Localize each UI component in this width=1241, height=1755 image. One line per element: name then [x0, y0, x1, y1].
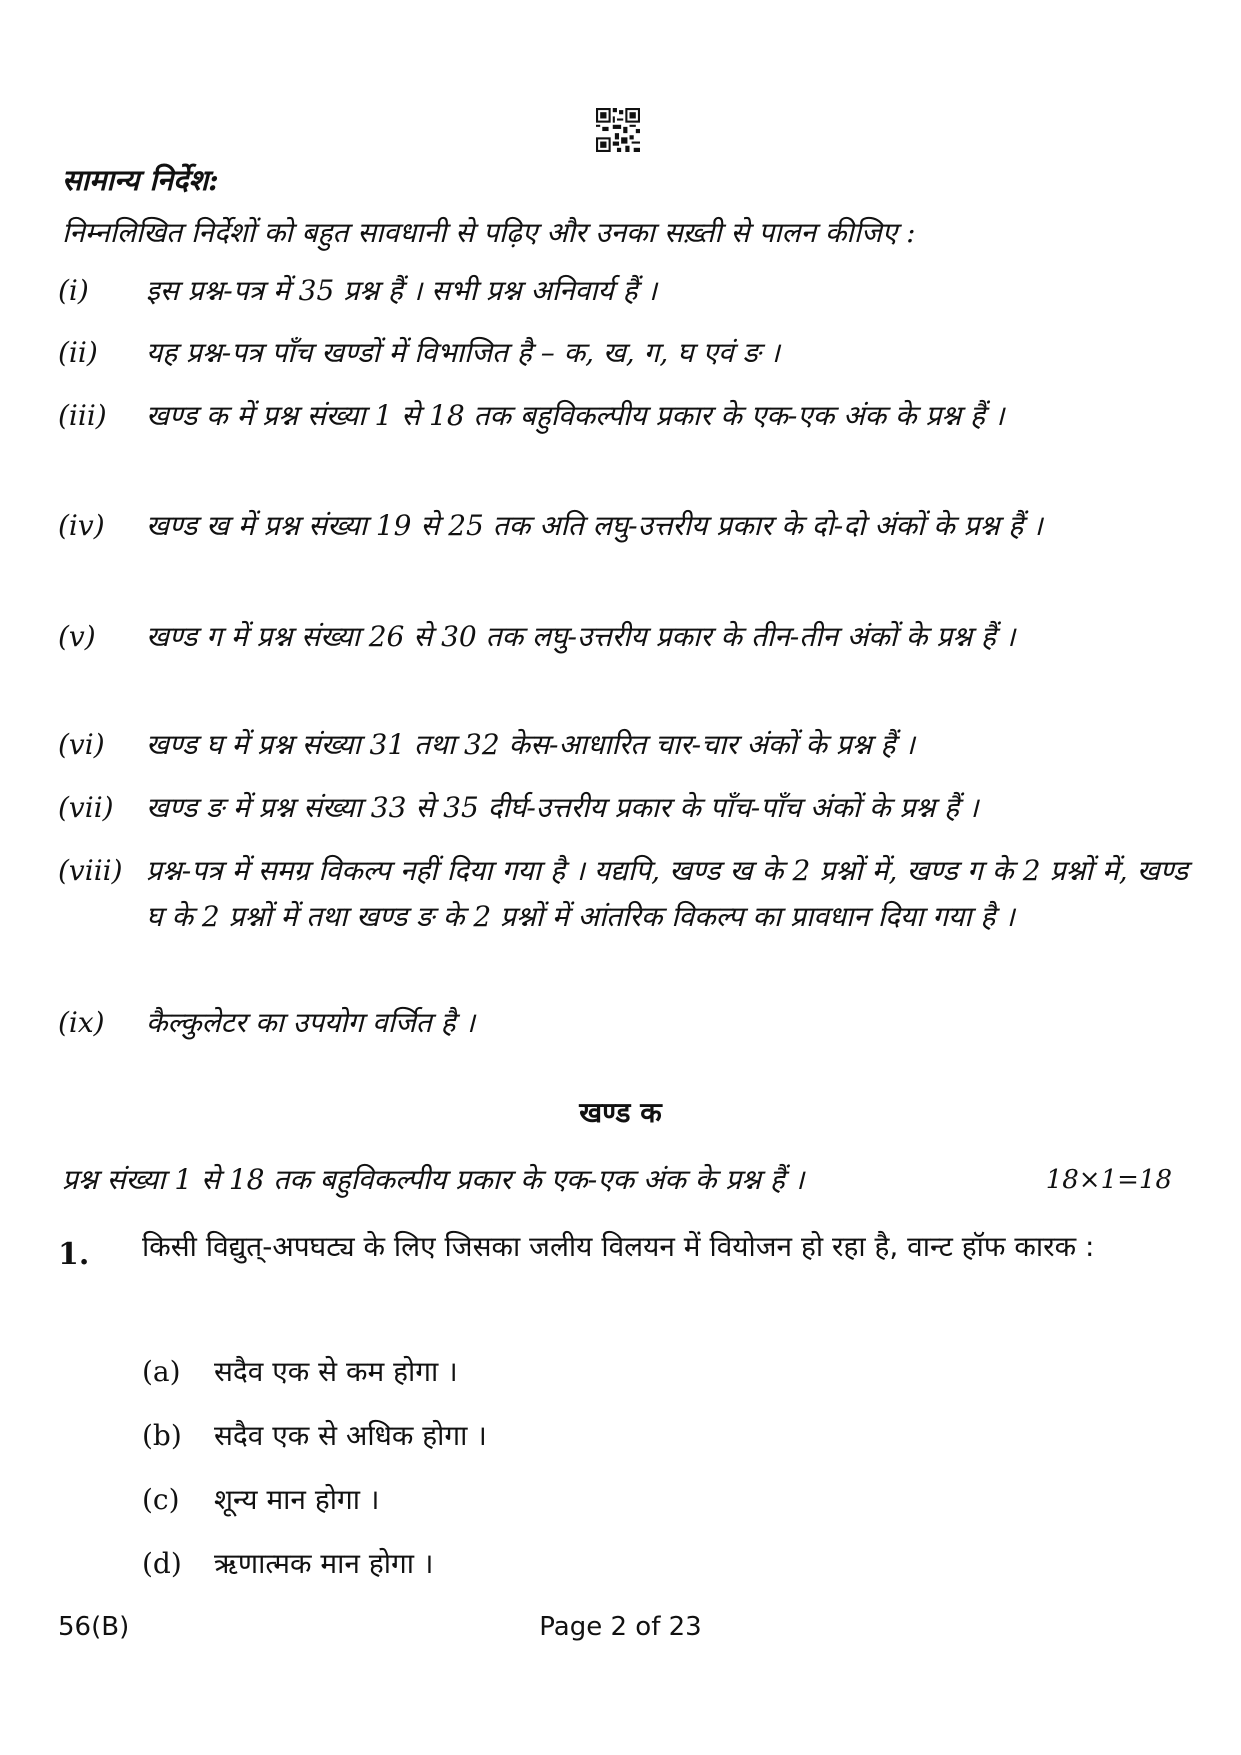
- option-text: ऋणात्मक मान होगा ।: [214, 1547, 434, 1580]
- instruction-item: [58, 1000, 1188, 1046]
- instruction-item: [58, 848, 1188, 940]
- option-text: सदैव एक से अधिक होगा ।: [214, 1419, 487, 1452]
- section-title: खण्ड क: [579, 1096, 662, 1129]
- instruction-item: [58, 268, 1188, 314]
- instruction-text: खण्ड क में प्रश्न संख्या 1 से 18 तक बहुविकल्पीय प्रकार के एक-एक अंक के प्रश्न हैं ।: [146, 399, 1005, 432]
- page-number: Page 2 of 23: [539, 1612, 702, 1642]
- instructions-intro: निम्नलिखित निर्देशों को बहुत सावधानी से पढ़िए और उनका सख़्ती से पालन कीजिए :: [62, 216, 916, 249]
- instruction-number: (v): [58, 620, 96, 653]
- instruction-number: (vii): [58, 791, 114, 824]
- instruction-text: खण्ड घ में प्रश्न संख्या 31 तथा 32 केस-आधारित चार-चार अंकों के प्रश्न हैं ।: [146, 728, 915, 761]
- option-c: [142, 1480, 380, 1520]
- instruction-item: [58, 614, 1188, 660]
- instruction-text: इस प्रश्न-पत्र में 35 प्रश्न हैं । सभी प्रश्न अनिवार्य हैं ।: [146, 274, 658, 307]
- section-instruction-text: प्रश्न संख्या 1 से 18 तक बहुविकल्पीय प्रकार के एक-एक अंक के प्रश्न हैं ।: [62, 1163, 805, 1196]
- option-b: [142, 1416, 487, 1456]
- instruction-number: (i): [58, 274, 89, 307]
- option-label: (c): [142, 1483, 180, 1516]
- instruction-number: (ii): [58, 336, 98, 369]
- instruction-item: [58, 393, 1188, 439]
- instruction-number: (vi): [58, 728, 105, 761]
- instruction-text: खण्ड ग में प्रश्न संख्या 26 से 30 तक लघु-उत्तरीय प्रकार के तीन-तीन अंकों के प्रश्न हैं ।: [146, 620, 1016, 653]
- instruction-number: (viii): [58, 854, 123, 887]
- qr-code-icon: [596, 108, 640, 152]
- instruction-item: [58, 330, 1188, 376]
- option-label: (b): [142, 1419, 182, 1452]
- instruction-text: प्रश्न-पत्र में समग्र विकल्प नहीं दिया गया है । यद्यपि, खण्ड ख के 2 प्रश्नों में, खण्ड ग के 2 प्रश्नों में, खण्ड घ के 2 प्रश्नों में तथा खण्ड ङ के 2 प्रश्नों में आंतरिक विकल्प का प्रावधान दिया गया है ।: [146, 854, 1188, 933]
- option-d: [142, 1544, 433, 1584]
- option-label: (d): [142, 1547, 182, 1580]
- instruction-number: (iv): [58, 509, 105, 542]
- question-number: 1.: [58, 1237, 90, 1272]
- instruction-item: [58, 722, 1188, 768]
- instruction-number: (ix): [58, 1006, 105, 1039]
- section-marks: 18×1=18: [1045, 1165, 1172, 1195]
- general-instructions-heading: सामान्य निर्देश:: [62, 163, 219, 197]
- instruction-text: कैल्कुलेटर का उपयोग वर्जित है ।: [146, 1006, 475, 1039]
- question-text: किसी विद्युत्-अपघट्य के लिए जिसका जलीय विलयन में वियोजन हो रहा है, वान्ट हॉफ कारक :: [142, 1230, 1095, 1263]
- option-text: सदैव एक से कम होगा ।: [214, 1355, 458, 1388]
- option-label: (a): [142, 1355, 181, 1388]
- option-text: शून्य मान होगा ।: [214, 1483, 380, 1516]
- instruction-text: खण्ड ख में प्रश्न संख्या 19 से 25 तक अति लघु-उत्तरीय प्रकार के दो-दो अंकों के प्रश्न हैं ।: [146, 509, 1043, 542]
- paper-code: 56(B): [58, 1612, 130, 1642]
- option-a: [142, 1352, 458, 1392]
- instruction-item: [58, 785, 1188, 831]
- instruction-item: [58, 503, 1188, 549]
- instruction-number: (iii): [58, 399, 107, 432]
- instruction-text: खण्ड ङ में प्रश्न संख्या 33 से 35 दीर्घ-उत्तरीय प्रकार के पाँच-पाँच अंकों के प्रश्न हैं ।: [146, 791, 979, 824]
- section-instruction: [62, 1160, 1172, 1200]
- instruction-text: यह प्रश्न-पत्र पाँच खण्डों में विभाजित है – क, ख, ग, घ एवं ङ ।: [146, 336, 780, 369]
